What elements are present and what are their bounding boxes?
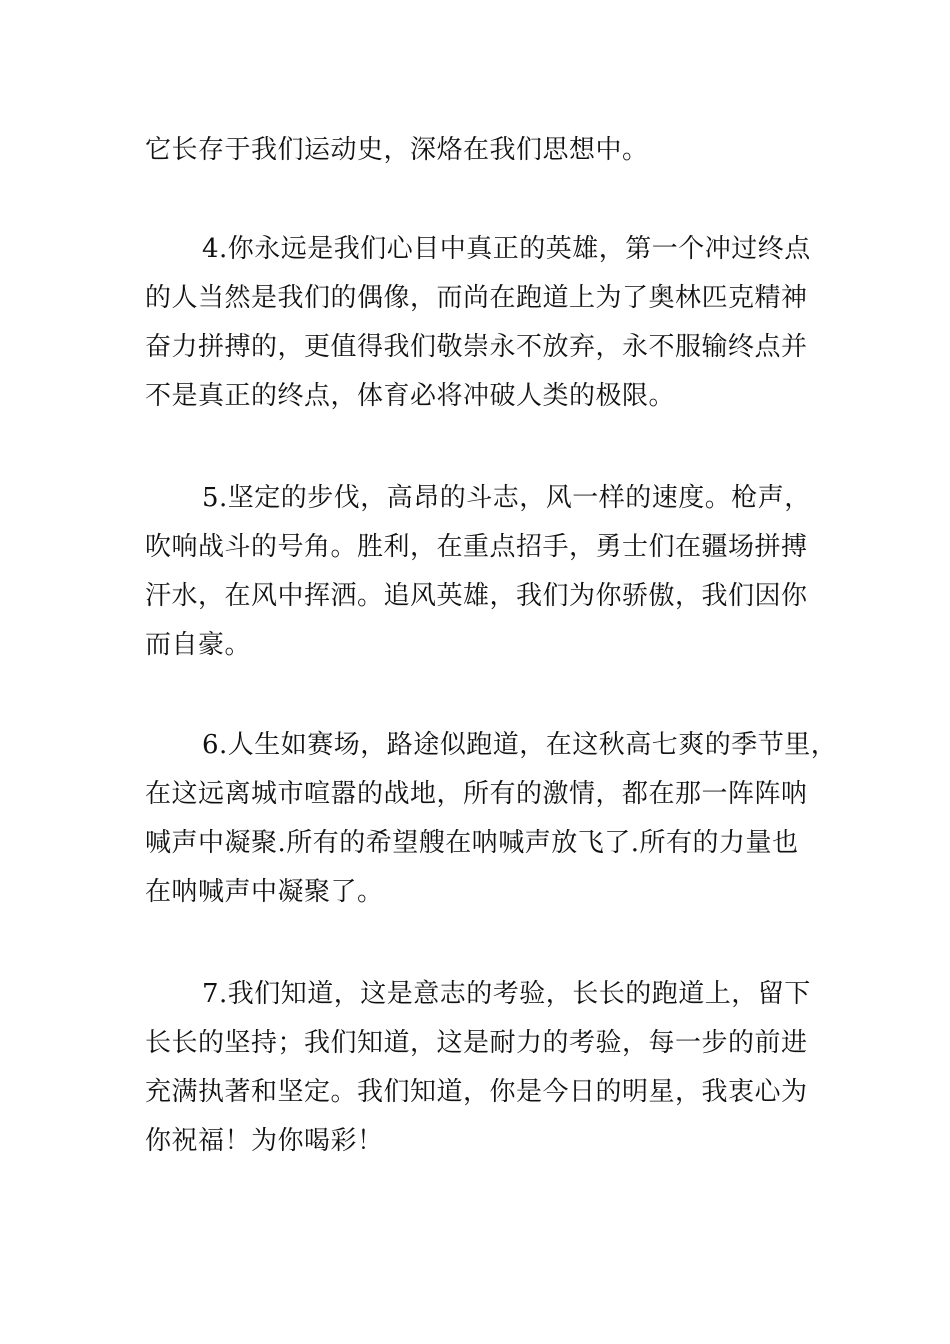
text-line: 而自豪。 [145, 630, 252, 660]
paragraph-item-4 [145, 225, 825, 421]
paragraph-item-7 [145, 970, 825, 1166]
text-line: 喊声中凝聚.所有的希望艘在呐喊声放飞了.所有的力量也 [145, 828, 799, 858]
paragraph-item-5 [145, 474, 825, 670]
text-line: 长长的坚持；我们知道，这是耐力的考验，每一步的前进 [145, 1028, 808, 1058]
paragraph-item-6 [145, 721, 838, 917]
text-line: 7.我们知道，这是意志的考验，长长的跑道上，留下 [202, 979, 811, 1009]
text-line: 的人当然是我们的偶像，而尚在跑道上为了奥林匹克精神 [145, 283, 808, 313]
text-line: 在这远离城市喧嚣的战地，所有的激情，都在那一阵阵呐 [145, 779, 808, 809]
text-line: 你祝福！为你喝彩！ [145, 1126, 384, 1156]
text-line: 它长存于我们运动史，深烙在我们思想中。 [145, 135, 649, 165]
text-line: 奋力拼搏的，更值得我们敬崇永不放弃，永不服输终点并 [145, 332, 808, 362]
text-line: 6.人生如赛场，路途似跑道，在这秋高七爽的季节里， [202, 730, 838, 760]
text-line: 在呐喊声中凝聚了。 [145, 877, 384, 907]
paragraph-3-end [145, 126, 825, 175]
text-line: 4.你永远是我们心目中真正的英雄，第一个冲过终点 [202, 234, 811, 264]
text-line: 不是真正的终点，体育必将冲破人类的极限。 [145, 381, 676, 411]
text-line: 汗水，在风中挥洒。追风英雄，我们为你骄傲，我们因你 [145, 581, 808, 611]
text-line: 吹响战斗的号角。胜利，在重点招手，勇士们在疆场拼搏 [145, 532, 808, 562]
text-line: 充满执著和坚定。我们知道，你是今日的明星，我衷心为 [145, 1077, 808, 1107]
text-line: 5.坚定的步伐，高昂的斗志，风一样的速度。枪声， [202, 483, 811, 513]
